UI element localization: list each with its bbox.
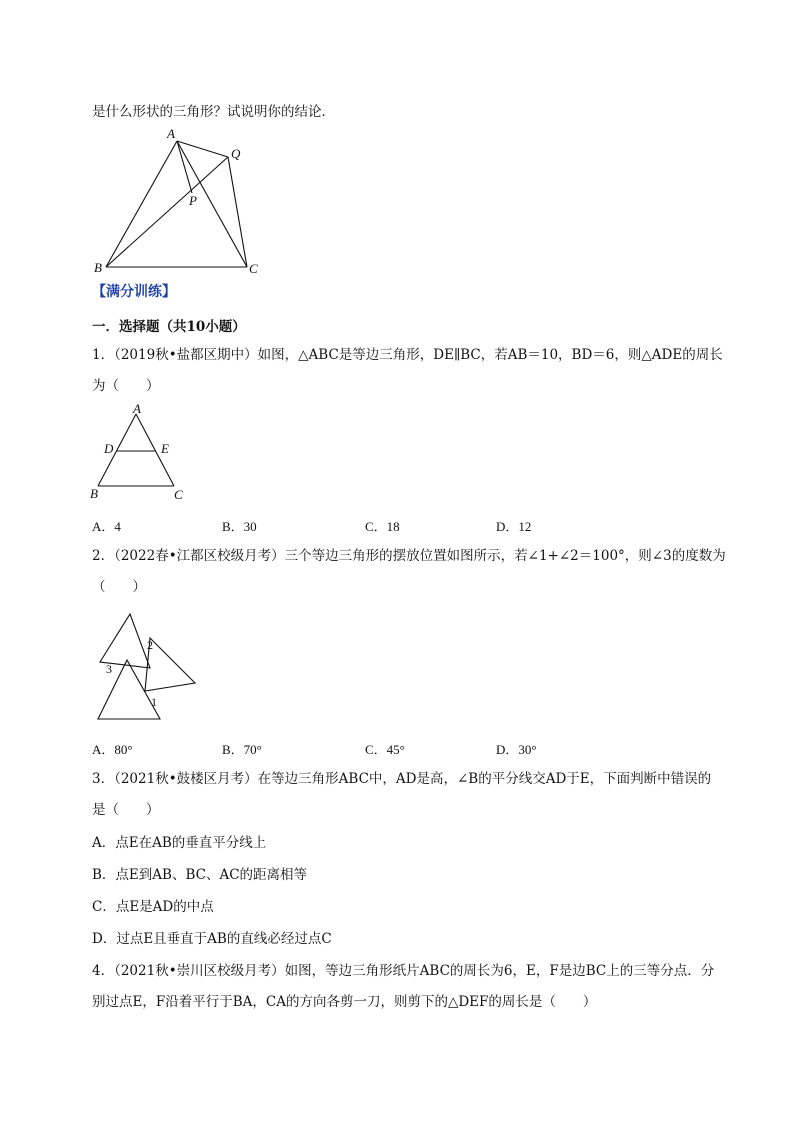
figure-triangle-ade [88,402,198,504]
q2-line1: 2．（2022春•江都区校级月考）三个等边三角形的摆放位置如图所示，若∠1+∠2＝100°，则∠3的度数为 [92,548,726,564]
q2-option-b[interactable]: B．70° [222,742,262,757]
q1-line1: 1．（2019秋•盐都区期中）如图，△ABC是等边三角形，DE∥BC，若AB＝10，BD＝6，则△ADE的周长 [92,347,723,363]
intro-text: 是什么形状的三角形？试说明你的结论． [92,104,335,120]
q3-option-d[interactable]: D．过点E且垂直于AB的直线必经过点C [92,931,332,947]
q4-line2: 别过点E，F沿着平行于BA，CA的方向各剪一刀，则剪下的△DEF的周长是（ ） [92,994,597,1010]
q2-line2: （ ） [92,579,146,595]
q3-option-a[interactable]: A．点E在AB的垂直平分线上 [92,835,267,851]
q1-option-c[interactable]: C．18 [365,519,400,534]
label-d: D [104,441,114,456]
label-c: C [249,261,258,276]
label-b: B [94,260,102,275]
label-c: C [174,487,183,502]
q1-option-b[interactable]: B．30 [222,519,257,534]
q3-line1: 3．（2021秋•鼓楼区月考）在等边三角形ABC中，AD是高，∠B的平分线交AD于E，下面判断中错误的 [92,771,712,787]
q1-line2: 为（ ） [92,378,160,394]
q2-option-c[interactable]: C．45° [365,742,405,757]
label-p: P [189,193,197,208]
q3-line2: 是（ ） [92,802,160,818]
q1-option-d[interactable]: D．12 [496,519,532,534]
figure-triangle-apq [90,125,270,280]
angle-label-2: 2 [147,638,153,652]
q3-option-b[interactable]: B．点E到AB、BC、AC的距离相等 [92,867,308,883]
angle-label-1: 1 [151,695,157,709]
section-tag: 【满分训练】 [92,284,176,300]
label-b: B [90,486,98,501]
figure-three-triangles [90,608,205,724]
q1-option-a[interactable]: A．4 [92,519,121,534]
q4-line1: 4．（2021秋•崇川区校级月考）如图，等边三角形纸片ABC的周长为6，E，F是边BC上的三等分点．分 [92,963,715,979]
label-a: A [167,126,175,141]
label-e: E [161,441,169,456]
label-q: Q [231,146,241,161]
q2-option-d[interactable]: D．30° [496,742,537,757]
label-a: A [133,401,141,416]
section-heading: 一．选择题（共10小题） [92,319,246,335]
q3-option-c[interactable]: C．点E是AD的中点 [92,899,214,915]
angle-label-3: 3 [106,662,112,676]
q2-option-a[interactable]: A．80° [92,742,133,757]
